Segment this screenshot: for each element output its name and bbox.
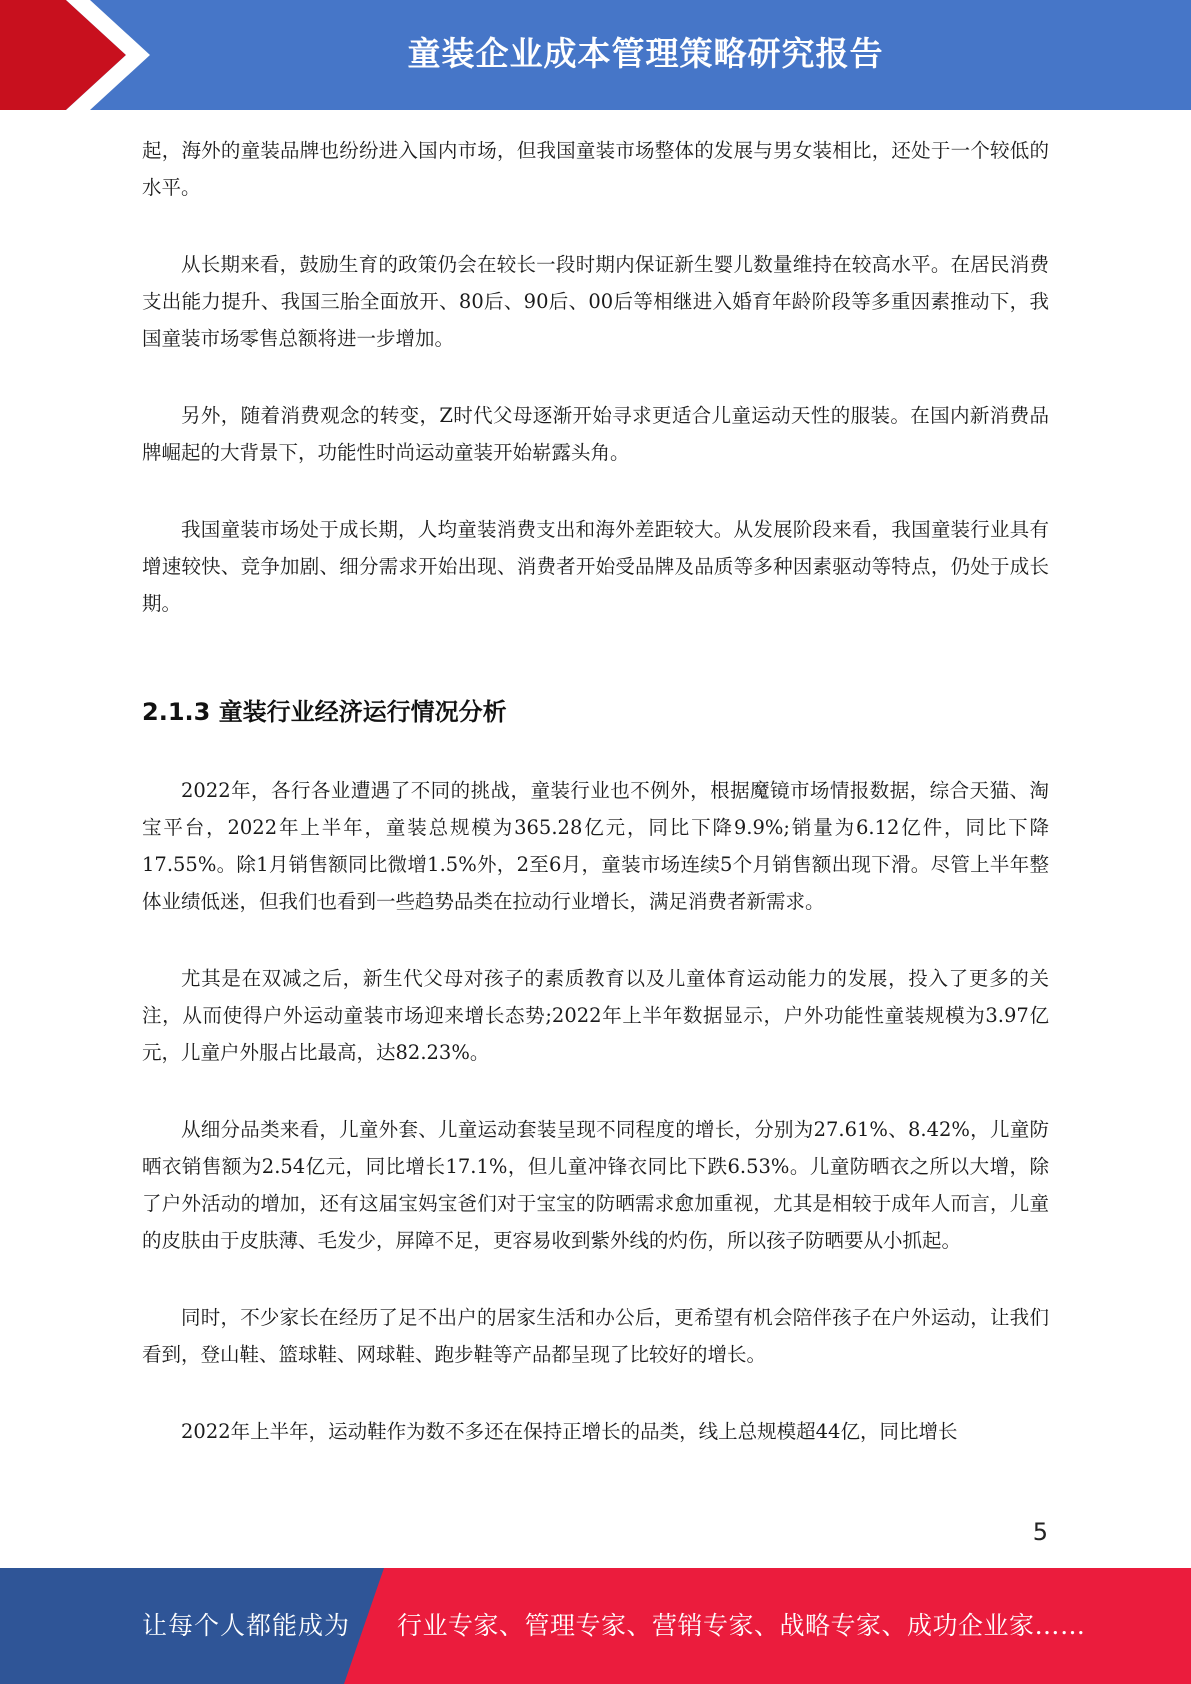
page-number: 5: [1032, 1518, 1048, 1546]
paragraph: 我国童装市场处于成长期，人均童装消费支出和海外差距较大。从发展阶段来看，我国童装行业具有增速较快、竞争加剧、细分需求开始出现、消费者开始受品牌及品质等多种因素驱动等特点，仍处于成长期。: [142, 518, 1049, 615]
paragraph: 起，海外的童装品牌也纷纷进入国内市场，但我国童装市场整体的发展与男女装相比，还处于一个较低的水平。: [142, 139, 1049, 199]
report-title: 童装企业成本管理策略研究报告: [407, 34, 884, 73]
paragraph: 尤其是在双减之后，新生代父母对孩子的素质教育以及儿童体育运动能力的发展，投入了更多的关注，从而使得户外运动童装市场迎来增长态势;2022年上半年数据显示，户外功能性童装规模为3.97亿元，儿童户外服占比最高，达82.23%。: [142, 967, 1049, 1064]
paragraph: 2022年上半年，运动鞋作为数不多还在保持正增长的品类，线上总规模超44亿，同比增长: [181, 1420, 958, 1443]
paragraph: 同时，不少家长在经历了足不出户的居家生活和办公后，更希望有机会陪伴孩子在户外运动，让我们看到，登山鞋、篮球鞋、网球鞋、跑步鞋等产品都呈现了比较好的增长。: [142, 1306, 1049, 1366]
page-content: [142, 132, 1049, 1450]
page-footer: [0, 1568, 1191, 1684]
paragraph: 另外，随着消费观念的转变，Z时代父母逐渐开始寻求更适合儿童运动天性的服装。在国内新消费品牌崛起的大背景下，功能性时尚运动童装开始崭露头角。: [142, 404, 1049, 464]
page-header: [0, 0, 1191, 110]
paragraph: 从长期来看，鼓励生育的政策仍会在较长一段时期内保证新生婴儿数量维持在较高水平。在居民消费支出能力提升、我国三胎全面放开、80后、90后、00后等相继进入婚育年龄阶段等多重因素推动下，我国童装市场零售总额将进一步增加。: [142, 253, 1049, 350]
paragraph: 2022年，各行各业遭遇了不同的挑战，童装行业也不例外，根据魔镜市场情报数据，综合天猫、淘宝平台，2022年上半年，童装总规模为365.28亿元，同比下降9.9%;销量为6.12亿件，同比下降17.55%。除1月销售额同比微增1.5%外，2至6月，童装市场连续5个月销售额出现下滑。尽管上半年整体业绩低迷，但我们也看到一些趋势品类在拉动行业增长，满足消费者新需求。: [142, 779, 1049, 913]
footer-slogan-right: 行业专家、管理专家、营销专家、战略专家、成功企业家……: [397, 1611, 1086, 1640]
footer-slogan-left: 让每个人都能成为: [142, 1611, 351, 1640]
paragraph: 从细分品类来看，儿童外套、儿童运动套装呈现不同程度的增长，分别为27.61%、8.42%，儿童防晒衣销售额为2.54亿元，同比增长17.1%，但儿童冲锋衣同比下跌6.53%。儿童防晒衣之所以大增，除了户外活动的增加，还有这届宝妈宝爸们对于宝宝的防晒需求愈加重视，尤其是相较于成年人而言，儿童的皮肤由于皮肤薄、毛发少，屏障不足，更容易收到紫外线的灼伤，所以孩子防晒要从小抓起。: [142, 1118, 1049, 1252]
section-heading: 2.1.3 童装行业经济运行情况分析: [142, 698, 507, 726]
header-arrow-decoration: [0, 0, 160, 110]
